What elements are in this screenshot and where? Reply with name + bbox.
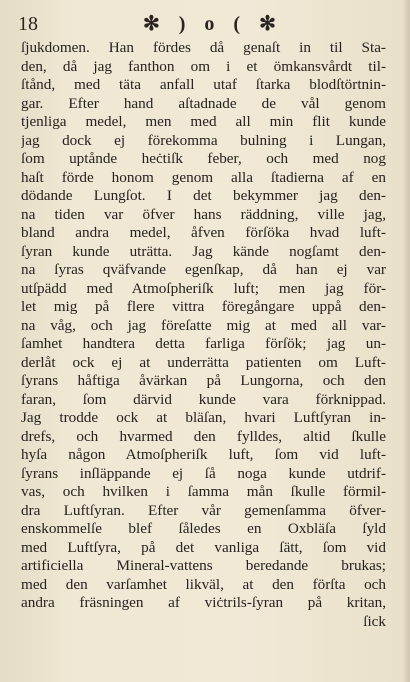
text-line: ſtånd, med täta anfall utaf ſtarka blodſtörtnin-: [21, 76, 386, 93]
text-line: med den varſamhet likväl, at den förſta och: [21, 575, 386, 593]
text-line: ſyrans håftiga åvärkan på Lungorna, och den: [21, 372, 386, 389]
text-line: ſyrans inſläppande ej ſå noga kunde utdrif-: [21, 464, 386, 482]
page-edge-shadow: [402, 0, 410, 682]
text-line: drefs, och hvarmed den fylldes, altid ſkulle: [21, 427, 386, 445]
catchword: ſick: [363, 612, 386, 630]
text-line: haſt förde honom genom alla ſtadierna af en: [21, 168, 386, 186]
text-line: let mig på flere vittra föregångare uppå den-: [21, 298, 386, 315]
text-line: med Luftſyra, på det vanliga ſätt, ſom vid: [21, 538, 386, 556]
text-line: artificiella Mineral-vattens beredande brukas;: [21, 557, 386, 574]
body-text: [21, 39, 386, 631]
page-header: [18, 13, 380, 35]
text-line: Jag trodde ock at bläſan, hvari Luftſyran in-: [21, 409, 386, 426]
text-line: enskommelſe blef ſåledes en Oxbläſa ſyld: [21, 520, 386, 537]
text-line: tjenliga medel, men med all min flit kunde: [21, 113, 386, 130]
text-line: ſyran kunde uträtta. Jag kände nogſamt den-: [21, 242, 386, 260]
text-line: na tiden var öfver hans räddning, ville jag,: [21, 205, 386, 223]
text-line: andra fräsningen af viċtrils-ſyran på kritan,: [21, 594, 386, 611]
text-line: na våg, och jag föreſatte mig at med all var-: [21, 316, 386, 334]
text-line: utſpädd med Atmoſpheriſk luft; men jag för-: [21, 279, 386, 297]
text-line: ſamhet handtera detta farliga förſök; jag un-: [21, 335, 386, 352]
text-line: gar. Efter hand aſtadnade de vål genom: [21, 94, 386, 112]
page-number: 18: [18, 13, 38, 35]
text-line: bland andra medel, åfven förſöka hvad luft-: [21, 224, 386, 241]
text-line: na ſyras qväfvande egenſkap, då han ej var: [21, 261, 386, 278]
text-line: den, då jag fanthon om i et ömkansvårdt til-: [21, 57, 386, 75]
text-line: jag dock ej förekomma bulning i Lungan,: [21, 131, 386, 149]
text-line: ſjukdomen. Han fördes då genaſt in til Sta-: [21, 39, 386, 56]
text-line: hyſa någon Atmoſpheriſk luft, ſom vid luft-: [21, 446, 386, 463]
header-ornament: ✻ ) o ( ✻: [143, 13, 283, 35]
text-line: dödande Lungſot. I det bekymmer jag den-: [21, 187, 386, 204]
text-line: ſom uptånde heċtiſk feber, och med nog: [21, 150, 386, 167]
text-line: faran, ſom därvid kunde vara förknippad.: [21, 390, 386, 408]
text-line: dra Luftſyran. Efter vår gemenſamma öfver-: [21, 501, 386, 519]
text-line: derlåt ock ej at underrätta patienten om Luft-: [21, 353, 386, 371]
text-line: vas, och hvilken i ſamma mån ſkulle förmil-: [21, 483, 386, 500]
